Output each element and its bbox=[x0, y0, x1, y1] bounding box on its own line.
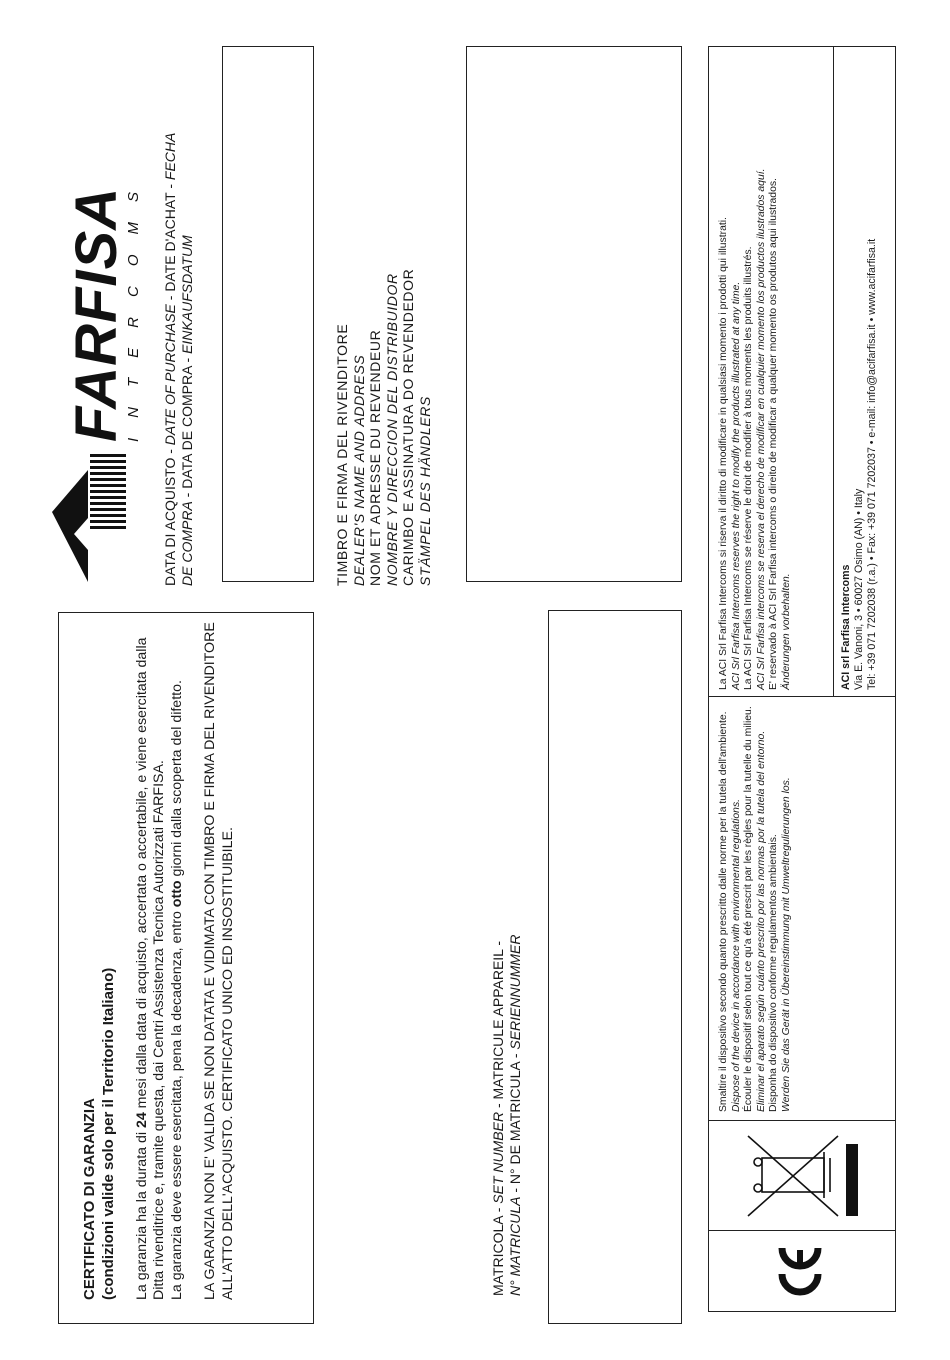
warranty-text bbox=[80, 612, 237, 1300]
dealer-line-de: STÄMPEL DES HÄNDLERS bbox=[416, 396, 433, 586]
logo-subtitle: INTERCOMS bbox=[125, 172, 142, 442]
weee-divider bbox=[708, 1120, 896, 1121]
company-contact: Tel: +39 071 7202038 (r.a.) • Fax: +39 071 7202037 • e-mail: info@acifarfisa.it • www.acifarfisa.it bbox=[866, 238, 878, 690]
serial-number-label: MATRICOLA - SET NUMBER - MATRICULE APPAREIL - N° MATRICULA - N° DE MATRICULA - SERIENNUMMER bbox=[490, 934, 523, 1296]
dealer-label bbox=[334, 266, 434, 586]
company-divider bbox=[833, 46, 834, 696]
warranty-body bbox=[134, 612, 186, 1300]
serial-number-box bbox=[548, 610, 682, 1324]
crossed-bin-icon bbox=[738, 1128, 858, 1224]
ce-mark-icon bbox=[772, 1236, 832, 1308]
logo-wordmark: FARFISA bbox=[64, 186, 129, 442]
purchase-date-label: DATA DI ACQUISTO - DATE OF PURCHASE - DATE D'ACHAT - FECHA DE COMPRA - DATA DE COMPRA - EINKAUFSDATUM bbox=[162, 132, 195, 586]
dealer-stamp-box bbox=[466, 46, 682, 582]
dealer-line-en: DEALER'S NAME AND ADDRESS bbox=[350, 354, 367, 586]
farfisa-logo bbox=[64, 142, 142, 442]
company-address: Via E. Vanoni, 3 • 60027 Osimo (AN) • Italy bbox=[853, 488, 865, 690]
purchase-date-box bbox=[222, 46, 314, 582]
company-name: ACI srl Farfisa Intercoms bbox=[840, 564, 852, 690]
warranty-title: CERTIFICATO DI GARANZIA bbox=[81, 1098, 98, 1300]
dealer-line-pt: CARIMBO E ASSINATURA DO REVENDEDOR bbox=[400, 268, 417, 586]
company-info bbox=[840, 50, 879, 690]
warranty-duration: La garanzia ha la durata di 24 mesi dalla data di acquisto, accertata o accertabile, e viene esercitata dalla Ditta rivenditrice e, tramite questa, dai Centri Assistenza Tecnica Autorizzati FARFISA. bbox=[134, 637, 168, 1300]
ce-divider bbox=[708, 1230, 896, 1231]
dealer-line-es: NOMBRE Y DIRECCION DEL DISTRIBUIDOR bbox=[383, 273, 400, 586]
rights-reserved-text: La ACI Srl Farfisa Intercoms si riserva il diritto di modificare in qualsiasi momento i prodotti qui illustrati. ACI Srl Farfisa Intercoms reserves the right to modify the products illustrated at any time. La ACI Srl Farfisa Intercoms se réserve le droit de modifier à tous moments les produits illustrés. ACI Srl Farfisa intercoms se reserva el derecho de modificar en cualquier momento los productos ilustrados aquí. E' reservado à ACI Srl Farfisa intercoms o direito de modificar a qualquer momento os produtos aqui ilustrados. Änderungen vorbehalten. bbox=[718, 168, 792, 690]
disposal-text: Smaltire il dispositivo secondo quanto prescritto dalle norme per la tutela dell'ambiente. Dispose of the device in accordance with environmental regulations. Écouler le dispositif selon tout ce qu'a été prescrit par les règles pour la tutelle du milieu. Eliminar el aparato según cuánto prescrito por las normas por la tutela del entorno. Disponha do dispositivo conforme regulamentos ambientais. Werden Sie das Gerät in Übereinstimmung mit Umweltregulierungen los. bbox=[718, 706, 792, 1112]
dealer-line-it: TIMBRO E FIRMA DEL RIVENDITORE bbox=[334, 323, 350, 586]
warranty-subtitle: (condizioni valide solo per il Territorio Italiano) bbox=[100, 967, 117, 1300]
dealer-line-fr: NOM ET ADRESSE DU REVENDEUR bbox=[367, 329, 384, 586]
farfisa-logo-mark bbox=[50, 448, 128, 582]
middle-divider bbox=[708, 696, 896, 697]
warranty-claim-period: La garanzia deve essere esercitata, pena la decadenza, entro otto giorni dalla scoperta del difetto. bbox=[168, 680, 185, 1300]
warranty-validity-notice: LA GARANZIA NON E' VALIDA SE NON DATATA E VIDIMATA CON TIMBRO E FIRMA DEL RIVENDITORE ALL'ATTO DELL'ACQUISTO. CERTIFICATO UNICO ED INSOSTITUIBILE. bbox=[202, 622, 236, 1300]
